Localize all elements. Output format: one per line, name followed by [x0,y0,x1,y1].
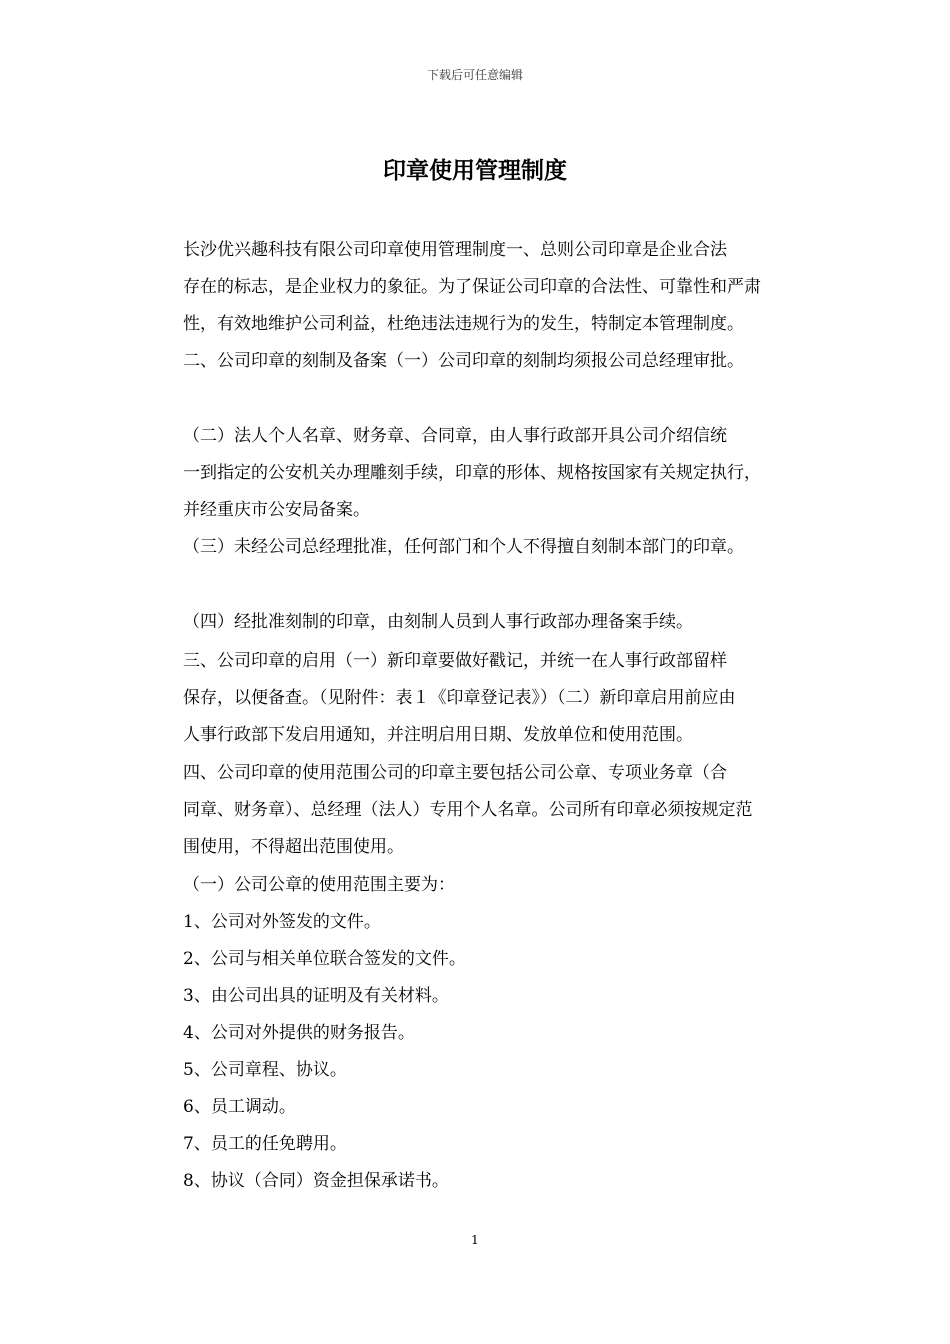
list-item: 5、公司章程、协议。 [183,1060,347,1080]
paragraph-section-2: 二、公司印章的刻制及备案（一）公司印章的刻制均须报公司总经理审批。 [183,351,744,371]
paragraph-section-3: 三、公司印章的启用（一）新印章要做好戳记，并统一在人事行政部留样 保存，以便备查。（见附件：表１《印章登记表》）（二）新印章启用前应由 人事行政部下发启用通知，并注明启用日期、发放单位和使用范围。 [183,651,736,745]
paragraph-section-2-item-2: （二）法人个人名章、财务章、合同章，由人事行政部开具公司介绍信统 一到指定的公安机关办理雕刻手续，印章的形体、规格按国家有关规定执行， 并经重庆市公安局备案。 [183,426,761,520]
list-item: 6、员工调动。 [183,1097,296,1117]
list-item: 7、员工的任免聘用。 [183,1134,347,1154]
paragraph-general: 长沙优兴趣科技有限公司印章使用管理制度一、总则公司印章是企业合法 存在的标志，是企业权力的象征。为了保证公司印章的合法性、可靠性和严肃 性，有效地维护公司利益，杜绝违法违规行为的发生，特制定本管理制度。 [183,240,761,334]
page-header: 下载后可任意编辑 [426,68,523,82]
paragraph-section-4: 四、公司印章的使用范围公司的印章主要包括公司公章、专项业务章（合 同章、财务章）、总经理（法人）专用个人名章。公司所有印章必须按规定范 围使用，不得超出范围使用。 [183,763,753,857]
paragraph-section-2-item-3: （三）未经公司总经理批准，任何部门和个人不得擅自刻制本部门的印章。 [183,537,744,557]
list-item: 3、由公司出具的证明及有关材料。 [183,986,449,1006]
list-item: 1、公司对外签发的文件。 [183,912,381,932]
paragraph-section-4-item-1: （一）公司公章的使用范围主要为： [183,875,455,895]
list-item: 8、协议（合同）资金担保承诺书。 [183,1171,449,1191]
list-item: 4、公司对外提供的财务报告。 [183,1023,415,1043]
page-number: 1 [471,1233,479,1247]
paragraph-section-2-item-4: （四）经批准刻制的印章，由刻制人员到人事行政部办理备案手续。 [183,612,693,632]
document-title: 印章使用管理制度 [383,158,567,184]
list-item: 2、公司与相关单位联合签发的文件。 [183,949,466,969]
